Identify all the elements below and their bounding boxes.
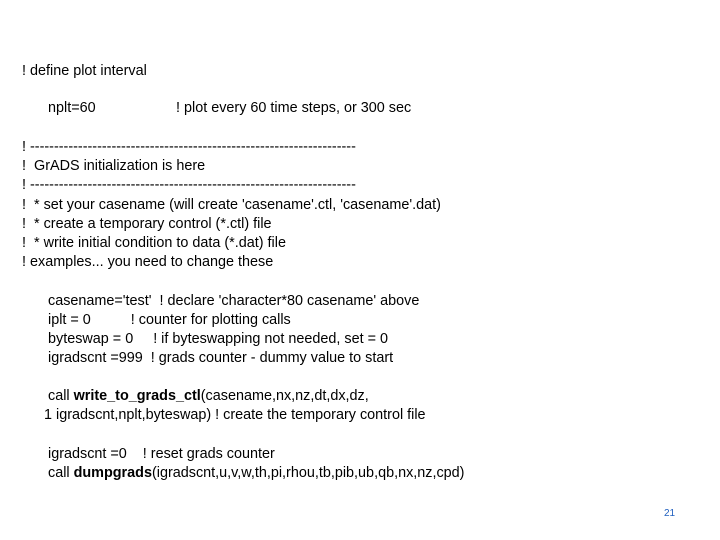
separator-line: ! -------------------------------------------------------------------- [22, 139, 356, 155]
function-name: dumpgrads [73, 465, 152, 481]
function-name: write_to_grads_ctl [73, 388, 201, 404]
code-iplt: iplt = 0 ! counter for plotting calls [48, 312, 291, 328]
comment-define-plot-interval: ! define plot interval [22, 63, 147, 79]
comment-write-initial: ! * write initial condition to data (*.dat) file [22, 235, 286, 251]
separator-line: ! -------------------------------------------------------------------- [22, 177, 356, 193]
page-number: 21 [664, 508, 676, 519]
comment-set-casename: ! * set your casename (will create 'casename'.ctl, 'casename'.dat) [22, 197, 441, 213]
call-args: (casename,nx,nz,dt,dx,dz, [200, 388, 369, 404]
code-igradscnt: igradscnt =999 ! grads counter - dummy value to start [48, 350, 394, 366]
comment-examples: ! examples... you need to change these [22, 254, 274, 270]
call-keyword: call [48, 465, 74, 481]
comment-nplt: ! plot every 60 time steps, or 300 sec [176, 100, 412, 116]
call-keyword: call [48, 388, 74, 404]
code-call-dumpgrads [48, 465, 464, 482]
comment-create-control: ! * create a temporary control (*.ctl) file [22, 216, 272, 232]
code-call-write-ctl [48, 388, 369, 405]
code-nplt: nplt=60 [48, 100, 96, 116]
call-args: (igradscnt,u,v,w,th,pi,rhou,tb,pib,ub,qb,nx,nz,cpd) [151, 465, 465, 481]
code-casename: casename='test' ! declare 'character*80 casename' above [48, 293, 420, 309]
code-byteswap: byteswap = 0 ! if byteswapping not needed, set = 0 [48, 331, 388, 347]
code-reset-counter: igradscnt =0 ! reset grads counter [48, 446, 275, 462]
comment-grads-init: ! GrADS initialization is here [22, 158, 206, 174]
code-continuation: 1 igradscnt,nplt,byteswap) ! create the temporary control file [44, 407, 426, 423]
